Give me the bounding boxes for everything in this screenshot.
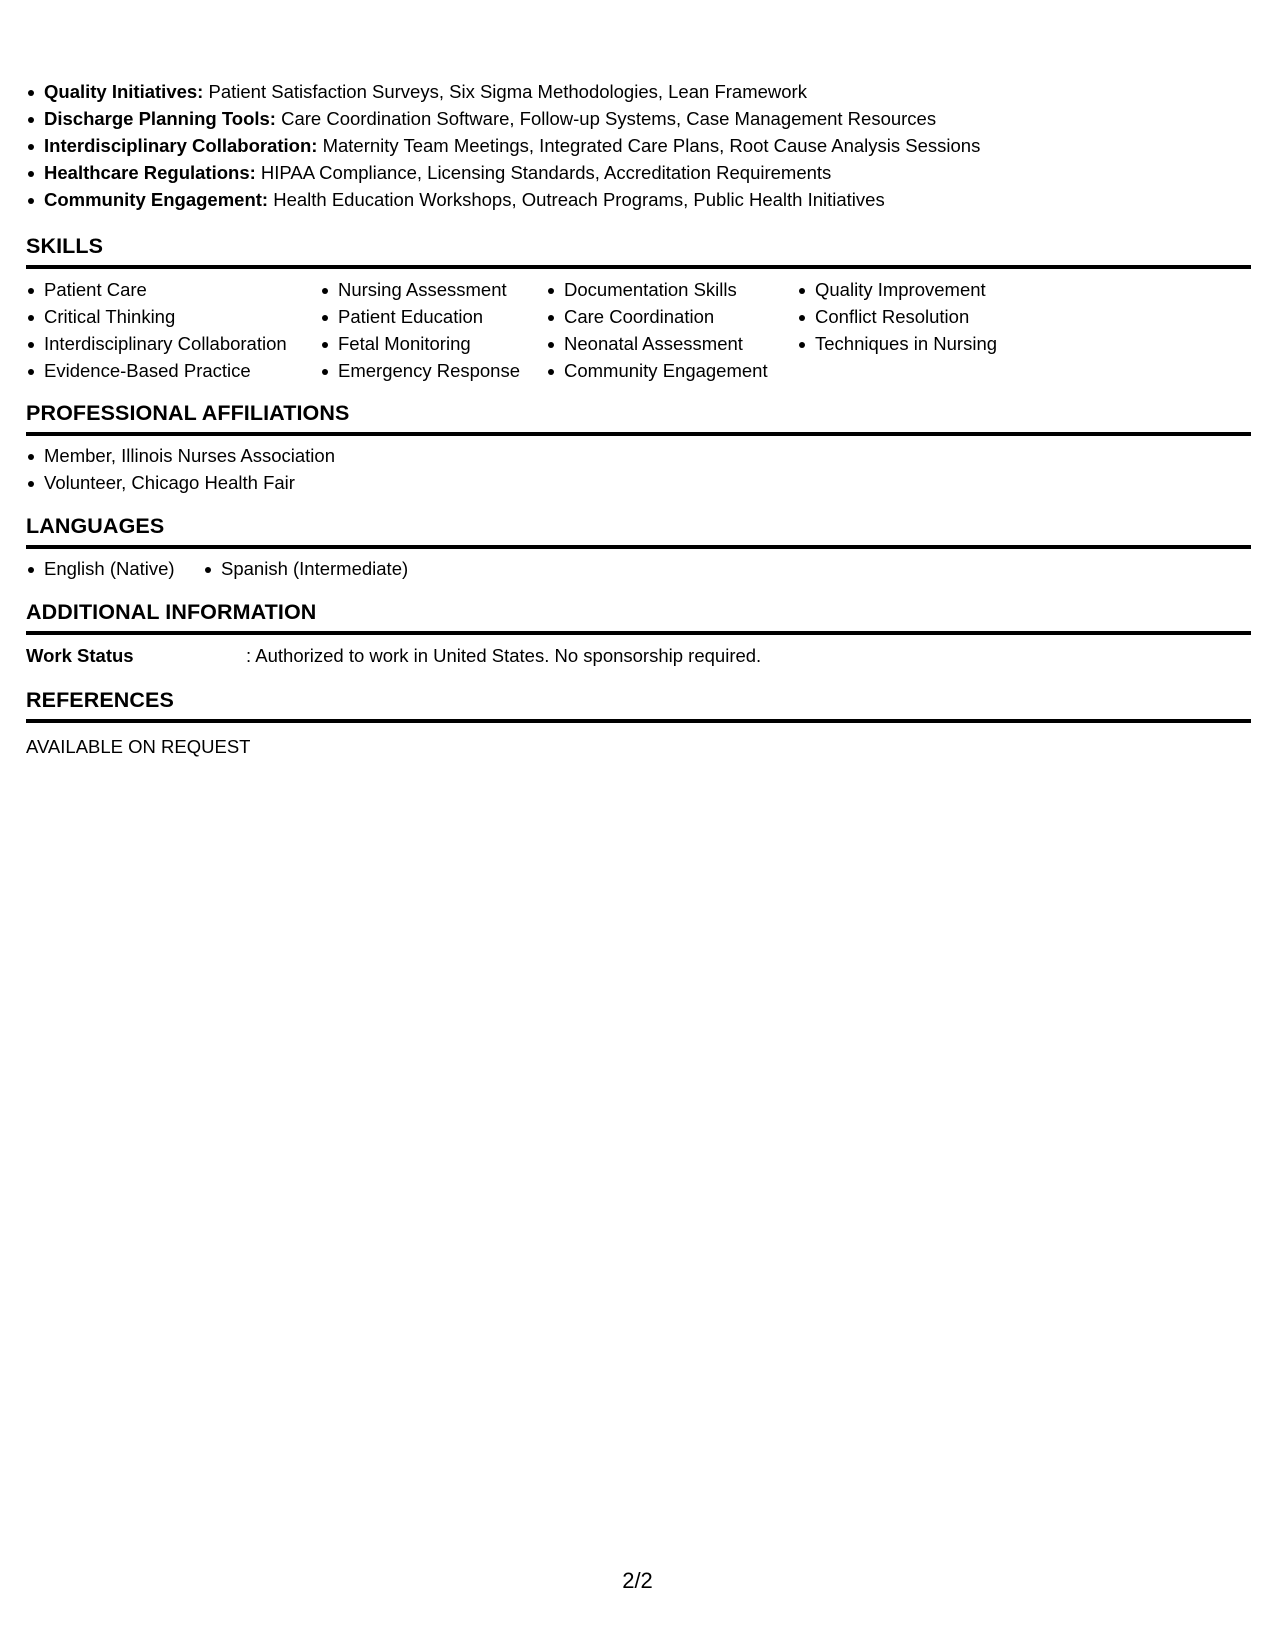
languages-column-2 xyxy=(203,555,408,582)
skill-item: Evidence-Based Practice xyxy=(26,357,320,384)
language-item: English (Native) xyxy=(26,555,203,582)
item-text: Maternity Team Meetings, Integrated Care Plans, Root Cause Analysis Sessions xyxy=(317,135,981,156)
languages-heading: LANGUAGES xyxy=(26,513,1251,549)
skills-column-2 xyxy=(320,276,546,384)
work-status-row xyxy=(26,642,1251,669)
item-text: Health Education Workshops, Outreach Programs, Public Health Initiatives xyxy=(268,189,885,210)
list-item xyxy=(26,105,1251,132)
item-label: Community Engagement: xyxy=(44,189,269,210)
skill-item: Critical Thinking xyxy=(26,303,320,330)
skills-column-3 xyxy=(546,276,797,384)
item-label: Healthcare Regulations: xyxy=(44,162,256,183)
affiliation-item: Member, Illinois Nurses Association xyxy=(26,442,1251,469)
skill-item: Fetal Monitoring xyxy=(320,330,546,357)
item-label: Quality Initiatives: xyxy=(44,81,204,102)
skill-item: Nursing Assessment xyxy=(320,276,546,303)
language-item: Spanish (Intermediate) xyxy=(203,555,408,582)
item-label: Interdisciplinary Collaboration: xyxy=(44,135,318,156)
technical-proficiency-list xyxy=(26,78,1251,213)
item-label: Discharge Planning Tools: xyxy=(44,108,276,129)
list-item xyxy=(26,78,1251,105)
skills-column-1 xyxy=(26,276,320,384)
skill-item: Documentation Skills xyxy=(546,276,797,303)
languages-column-1 xyxy=(26,555,203,582)
skills-grid xyxy=(26,276,1251,384)
affiliations-heading: PROFESSIONAL AFFILIATIONS xyxy=(26,400,1251,436)
skill-item: Patient Care xyxy=(26,276,320,303)
skill-item: Techniques in Nursing xyxy=(797,330,1047,357)
references-text: AVAILABLE ON REQUEST xyxy=(26,736,251,757)
skill-item: Patient Education xyxy=(320,303,546,330)
skill-item: Quality Improvement xyxy=(797,276,1047,303)
affiliation-item: Volunteer, Chicago Health Fair xyxy=(26,469,1251,496)
references-heading: REFERENCES xyxy=(26,687,1251,723)
languages-list xyxy=(26,555,1251,582)
resume-page-2 xyxy=(26,78,1251,760)
work-status-label: Work Status xyxy=(26,645,134,666)
skill-item: Emergency Response xyxy=(320,357,546,384)
work-status-value: : Authorized to work in United States. No sponsorship required. xyxy=(246,645,762,666)
skill-item: Care Coordination xyxy=(546,303,797,330)
list-item xyxy=(26,186,1251,213)
item-text: Care Coordination Software, Follow-up Systems, Case Management Resources xyxy=(275,108,937,129)
item-text: Patient Satisfaction Surveys, Six Sigma Methodologies, Lean Framework xyxy=(203,81,807,102)
skill-item: Community Engagement xyxy=(546,357,797,384)
additional-info-heading: ADDITIONAL INFORMATION xyxy=(26,599,1251,635)
item-text: HIPAA Compliance, Licensing Standards, Accreditation Requirements xyxy=(255,162,832,183)
list-item xyxy=(26,132,1251,159)
skill-item: Conflict Resolution xyxy=(797,303,1047,330)
affiliations-list xyxy=(26,442,1251,496)
list-item xyxy=(26,159,1251,186)
skills-column-4 xyxy=(797,276,1047,384)
skills-heading: SKILLS xyxy=(26,233,1251,269)
skill-item: Interdisciplinary Collaboration xyxy=(26,330,320,357)
skill-item: Neonatal Assessment xyxy=(546,330,797,357)
page-number: 2/2 xyxy=(622,1568,653,1593)
